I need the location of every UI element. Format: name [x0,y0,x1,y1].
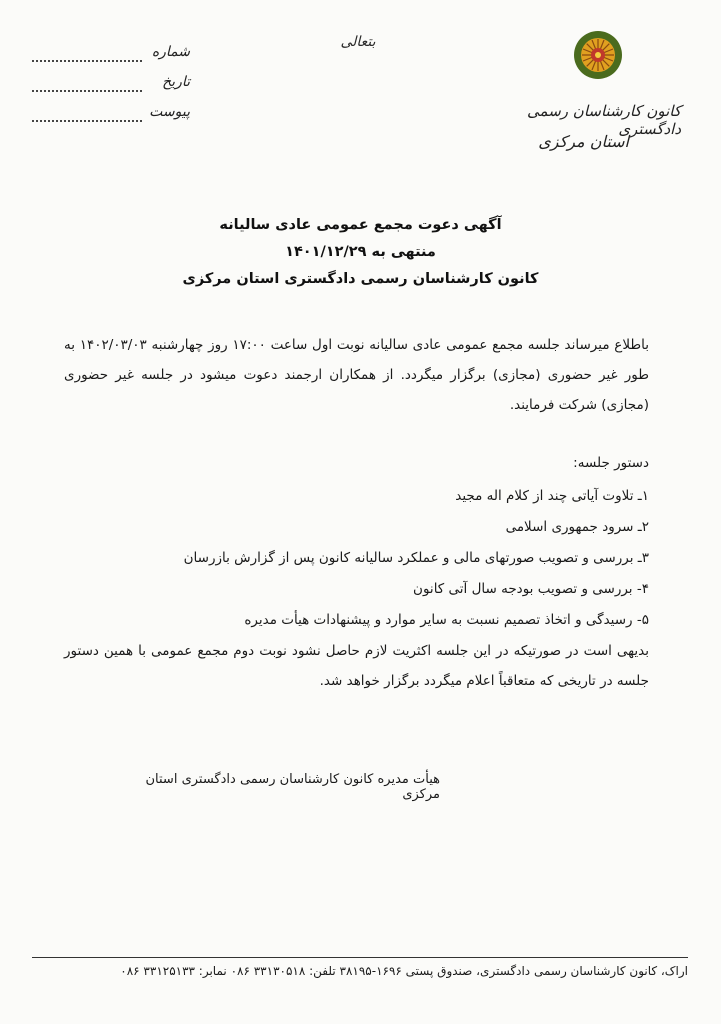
organization-province: استان مرکزی [538,132,629,151]
invitation-paragraph: باطلاع میرساند جلسه مجمع عمومی عادی سالیانه نوبت اول ساعت ۱۷:۰۰ روز چهارشنبه ۱۴۰۲/۰۳/۰۳ به طور غیر حضوری (مجازی) برگزار میگردد. از همکاران ارجمند دعوت میشود در جلسه غیر حضوری (مجازی) شرکت فرمایند. [64,337,649,413]
closing-note: بدیهی است در صورتیکه در این جلسه اکثریت لازم حاصل نشود نوبت دوم مجمع عمومی با همین دستور جلسه در تاریخی که متعاقباً اعلام میگردد برگزار خواهد شد. [64,643,649,689]
meta-row-number [30,44,190,74]
agenda-title: دستور جلسه: [573,455,649,471]
letter-meta-fields [30,44,190,134]
agenda-item: ۴- بررسی و تصویب بودجه سال آتی کانون [413,581,649,597]
meta-row-attachment [30,104,190,134]
agenda-item: ۲ـ سرود جمهوری اسلامی [505,519,649,535]
meta-dotted-line [32,90,142,92]
signature-line: هیأت مدیره کانون کارشناسان رسمی دادگستری استان مرکزی [145,772,440,802]
footer-contact: اراک، کانون کارشناسان رسمی دادگستری، صندوق پستی ۱۶۹۶-۳۸۱۹۵ تلفن: ۳۳۱۳۰۵۱۸ ۰۸۶ نمابر: ۳۳۱۲۵۱۳۳ ۰۸۶ [120,964,688,978]
announcement-period: منتهی به ۱۴۰۱/۱۲/۲۹ [285,244,436,260]
meta-dotted-line [32,60,142,62]
meta-label-number: شماره [151,44,190,60]
agenda-item: ۵- رسیدگی و اتخاذ تصمیم نسبت به سایر موارد و پیشنهادات هیأت مدیره [244,612,649,628]
meta-label-date: تاریخ [162,74,190,90]
agenda-item: ۱ـ تلاوت آیاتی چند از کلام اله مجید [455,488,649,504]
agenda-section [64,448,649,696]
meta-dotted-line [32,120,142,122]
meta-label-attachment: پیوست [149,104,190,120]
agenda-item: ۳ـ بررسی و تصویب صورتهای مالی و عملکرد سالیانه کانون پس از گزارش بازرسان [183,550,649,566]
organization-header [521,30,681,170]
announcement-organization: کانون کارشناسان رسمی دادگستری استان مرکزی [182,271,539,287]
basmala-heading: بتعالی [340,34,376,50]
footer-divider [32,957,688,958]
organization-logo-icon [573,30,623,80]
announcement-title-block [0,212,721,293]
meta-row-date [30,74,190,104]
organization-name: کانون کارشناسان رسمی دادگستری [527,102,681,138]
announcement-title: آگهی دعوت مجمع عمومی عادی سالیانه [219,217,502,233]
